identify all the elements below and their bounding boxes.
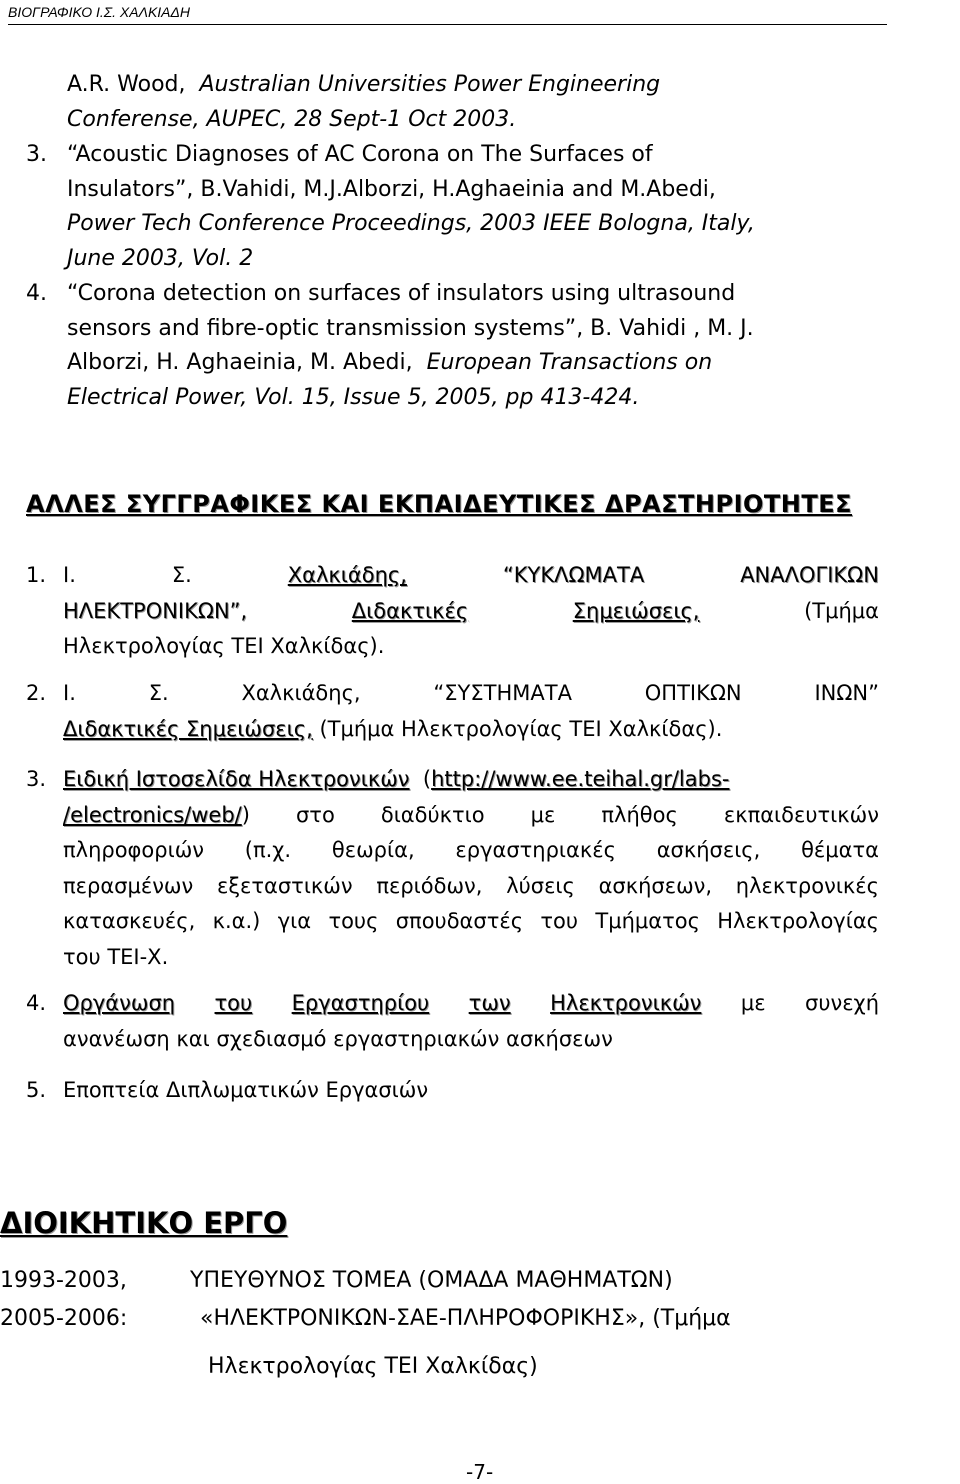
item-4-line2: ανανέωση και σχεδιασμό εργαστηριακών ασκήσεων xyxy=(63,1026,613,1051)
ref2-venue: Australian Universities Power Engineering xyxy=(199,72,661,97)
item-3-word: εκπαιδευτικών xyxy=(723,802,879,827)
item-3-word: Ηλεκτρολογίας xyxy=(717,909,879,933)
item-3-word: με xyxy=(530,802,556,827)
item-4-line1 xyxy=(63,986,879,1022)
item-4-word: Ηλεκτρονικών xyxy=(550,991,702,1015)
item-2-word: Ι. xyxy=(63,681,76,705)
item-3-word: του xyxy=(540,909,579,933)
ref4-line1: “Corona detection on surfaces of insulators using ultrasound xyxy=(67,281,736,306)
reference-4-number: 4. xyxy=(26,281,47,306)
item-3-line2 xyxy=(63,798,879,834)
item-4-number: 4. xyxy=(26,991,47,1015)
item-5-number: 5. xyxy=(26,1078,47,1102)
item-3-line3 xyxy=(63,833,879,869)
page-number: -7- xyxy=(466,1460,494,1484)
item-3-word: (π.χ. xyxy=(244,838,292,862)
item-3-word: στο xyxy=(296,802,335,827)
item-1-word: Ι. xyxy=(63,563,76,587)
item-1-number: 1. xyxy=(26,563,47,587)
ref4-line3 xyxy=(67,346,754,381)
item-3-url-wrap: /electronics/web/) xyxy=(63,802,250,827)
item-2-dept: (Τμήμα Ηλεκτρολογίας ΤΕΙ Χαλκίδας). xyxy=(312,716,723,741)
admin-row-2-text: «ΗΛΕΚΤΡΟΝΙΚΩΝ-ΣΑΕ-ΠΛΗΡΟΦΟΡΙΚΗΣ», (Τμήμα xyxy=(200,1306,731,1331)
item-1-line2 xyxy=(63,594,879,630)
item-1-line3: Ηλεκτρολογίας ΤΕΙ Χαλκίδας). xyxy=(63,634,385,658)
item-4-word: συνεχή xyxy=(805,991,879,1015)
reference-3 xyxy=(67,138,755,276)
running-header: ΒΙΟΓΡΑΦΙΚΟ Ι.Σ. ΧΑΛΚΙΑΔΗ xyxy=(8,4,191,20)
item-4-word: με xyxy=(740,991,766,1015)
ref3-line3: Power Tech Conference Proceedings, 2003 IEEE Bologna, Italy, xyxy=(67,211,755,236)
item-3-word: σπουδαστές xyxy=(395,909,524,933)
item-2-line1 xyxy=(63,676,879,712)
item-4-word: του xyxy=(214,991,253,1015)
ref3-line1: “Acoustic Diagnoses of AC Corona on The Surfaces of xyxy=(67,142,653,167)
item-3-word: θέματα xyxy=(801,838,879,862)
item-2-line2 xyxy=(63,712,879,748)
item-3-word: λύσεις xyxy=(506,873,575,898)
item-1-word: ΗΛΕΚΤΡΟΝΙΚΩΝ”, xyxy=(63,598,248,623)
item-2 xyxy=(63,676,879,747)
item-3 xyxy=(63,762,879,975)
admin-row-1-text: ΥΠΕΥΘΥΝΟΣ ΤΟΜΕΑ (ΟΜΑΔΑ ΜΑΘΗΜΑΤΩΝ) xyxy=(190,1268,673,1293)
item-3-word: περασμένων xyxy=(63,873,194,898)
website-url-part2[interactable]: /electronics/web/ xyxy=(63,802,242,827)
item-1-line1 xyxy=(63,558,879,594)
item-4-word: Εργαστηρίου xyxy=(291,991,430,1015)
ref3-line4: June 2003, Vol. 2 xyxy=(67,245,254,271)
item-3-word: ασκήσεων, xyxy=(598,873,713,898)
item-1-word: Χαλκιάδης, xyxy=(287,563,407,587)
item-3-word: Τμήματος xyxy=(595,909,700,933)
item-1-word: Σ. xyxy=(171,563,192,587)
ref4-line4: Electrical Power, Vol. 15, Issue 5, 2005, pp 413-424. xyxy=(67,384,640,410)
reference-4 xyxy=(67,277,754,415)
item-1-word: Διδακτικές xyxy=(351,598,469,623)
ref2-authors: A.R. Wood, xyxy=(67,72,186,97)
item-2-word: ΟΠΤΙΚΩΝ xyxy=(644,681,742,705)
item-3-word: εργαστηριακές xyxy=(455,838,616,862)
other-activities-title: ΑΛΛΕΣ ΣΥΓΓΡΑΦΙΚΕΣ ΚΑΙ ΕΚΠΑΙΔΕΥΤΙΚΕΣ ΔΡΑΣΤΗΡΙΟΤΗΤΕΣ xyxy=(26,490,853,518)
item-3-word: τους xyxy=(328,909,379,933)
item-3-word: πληροφοριών xyxy=(63,838,205,862)
item-4 xyxy=(63,986,879,1057)
item-2-number: 2. xyxy=(26,681,47,705)
reference-3-number: 3. xyxy=(26,142,47,167)
item-3-word: εξεταστικών xyxy=(216,873,353,898)
ref4-venue: European Transactions on xyxy=(426,350,713,375)
item-2-word: Σ. xyxy=(148,681,169,705)
item-3-word: θεωρία, xyxy=(331,838,415,862)
ref2-line1 xyxy=(67,68,660,103)
item-4-word: των xyxy=(468,991,511,1015)
admin-row-2-continuation: Ηλεκτρολογίας ΤΕΙ Χαλκίδας) xyxy=(208,1354,538,1379)
item-3-word: κ.α.) xyxy=(212,909,261,933)
item-1-word: “ΚΥΚΛΩΜΑΤΑ xyxy=(502,563,645,587)
item-1-word: ΑΝΑΛΟΓΙΚΩΝ xyxy=(740,563,879,587)
ref4-authors: Alborzi, H. Aghaeinia, M. Abedi, xyxy=(67,350,413,375)
header-rule xyxy=(8,24,887,25)
admin-row-1-years: 1993-2003, xyxy=(0,1268,127,1293)
admin-section-title: ΔΙΟΙΚΗΤΙΚΟ ΕΡΓΟ xyxy=(0,1206,288,1240)
item-3-line4 xyxy=(63,869,879,905)
item-3-line5 xyxy=(63,904,879,940)
item-1-word: Σημειώσεις, xyxy=(572,598,700,623)
item-3-word: κατασκευές, xyxy=(63,909,196,933)
item-4-word: Οργάνωση xyxy=(63,991,176,1015)
admin-row-2-years: 2005-2006: xyxy=(0,1306,128,1331)
item-5-text: Εποπτεία Διπλωματικών Εργασιών xyxy=(63,1078,429,1102)
website-url-part1[interactable]: http://www.ee.teihal.gr/labs- xyxy=(431,767,730,791)
item-3-line1: Ειδική Ιστοσελίδα Ηλεκτρονικών (http://www.ee.teihal.gr/labs- xyxy=(63,767,730,791)
item-2-notes: Διδακτικές Σημειώσεις, xyxy=(63,716,313,741)
ref4-line2: sensors and fibre-optic transmission systems”, B. Vahidi , M. J. xyxy=(67,315,754,341)
item-2-word: ΙΝΩΝ” xyxy=(814,681,879,705)
item-3-word: ηλεκτρονικές xyxy=(735,873,879,898)
item-3-line6: του ΤΕΙ-Χ. xyxy=(63,944,169,969)
item-1 xyxy=(63,558,879,665)
reference-2-continuation xyxy=(67,68,660,137)
item-3-word: περιόδων, xyxy=(376,873,483,898)
item-3-number: 3. xyxy=(26,767,47,791)
item-3-word: για xyxy=(277,909,312,933)
item-3-word: ασκήσεις, xyxy=(656,838,761,862)
item-2-word: Χαλκιάδης, xyxy=(241,681,361,705)
ref3-line2: Insulators”, B.Vahidi, M.J.Alborzi, H.Aghaeinia and M.Abedi, xyxy=(67,176,716,202)
item-3-word: πλήθος xyxy=(601,802,678,827)
website-link-text[interactable]: Ειδική Ιστοσελίδα Ηλεκτρονικών xyxy=(63,767,410,791)
ref2-line2: Conferense, AUPEC, 28 Sept-1 Oct 2003. xyxy=(67,106,517,132)
item-3-word: διαδύκτιο xyxy=(380,802,485,827)
item-2-word: “ΣΥΣΤΗΜΑΤΑ xyxy=(433,681,572,705)
item-1-word: (Τμήμα xyxy=(804,598,879,623)
